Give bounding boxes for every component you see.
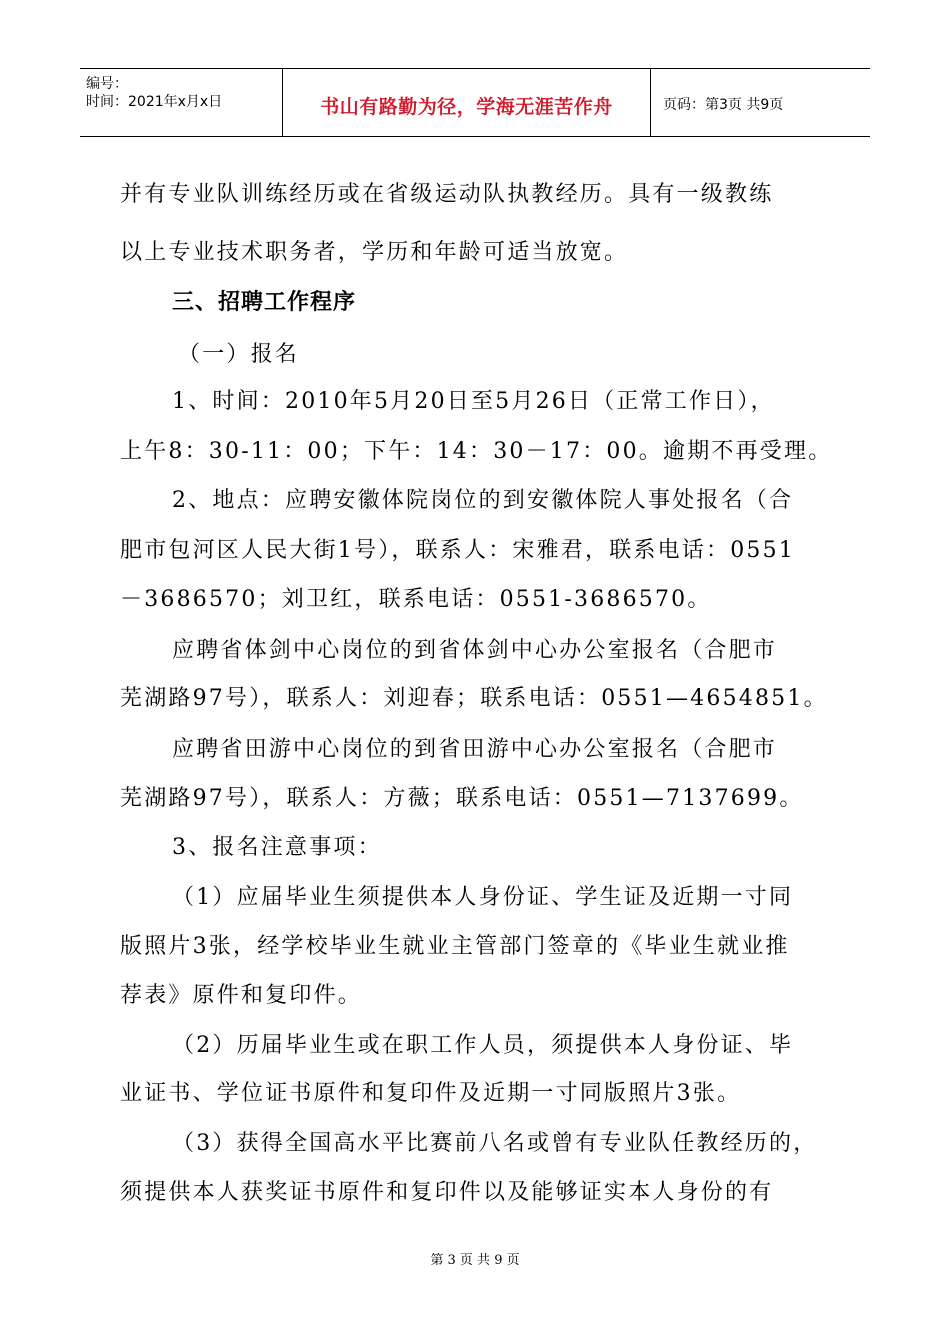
body-line: 版照片3张，经学校毕业生就业主管部门签章的《毕业生就业推	[120, 934, 790, 959]
body-line: 荐表》原件和复印件。	[120, 983, 363, 1008]
section-heading: 三、招聘工作程序	[172, 290, 357, 315]
number-label: 编号：	[86, 76, 128, 92]
page-footer: 第 3 页 共 9 页	[430, 1253, 520, 1268]
body-line: 并有专业队训练经历或在省级运动队执教经历。具有一级教练	[120, 182, 774, 207]
motto-text: 书山有路勤为径，学海无涯苦作舟	[320, 96, 613, 118]
body-line: （3）获得全国高水平比赛前八名或曾有专业队任教经历的，	[172, 1131, 818, 1156]
body-line: 应聘省体剑中心岗位的到省体剑中心办公室报名（合肥市	[172, 638, 778, 663]
body-line: （2）历届毕业生或在职工作人员，须提供本人身份证、毕	[172, 1033, 794, 1058]
header-motto-cell	[283, 69, 651, 136]
body-line: 2、地点：应聘安徽体院岗位的到安徽体院人事处报名（合	[172, 488, 794, 513]
subsection-heading: （一）报名	[178, 342, 300, 367]
body-line: （1）应届毕业生须提供本人身份证、学生证及近期一寸同	[172, 885, 794, 910]
header-info-cell	[80, 69, 283, 136]
body-line: 业证书、学位证书原件和复印件及近期一寸同版照片3张。	[120, 1081, 742, 1106]
body-line: 3、报名注意事项：	[172, 835, 382, 860]
body-line: 以上专业技术职务者，学历和年龄可适当放宽。	[120, 240, 629, 265]
time-label: 时间：2021年x月x日	[86, 94, 223, 110]
header-page-cell	[651, 69, 870, 136]
body-line: 上午8：30-11：00；下午：14：30－17：00。逾期不再受理。	[120, 439, 833, 464]
body-line: 须提供本人获奖证书原件和复印件以及能够证实本人身份的有	[120, 1180, 774, 1205]
body-line: 肥市包河区人民大街1号），联系人：宋雅君，联系电话：0551	[120, 538, 795, 563]
body-line: 应聘省田游中心岗位的到省田游中心办公室报名（合肥市	[172, 737, 778, 762]
page-number-label: 页码：第3页 共9页	[663, 97, 784, 113]
document-header	[80, 68, 870, 137]
body-line: 芜湖路97号），联系人：刘迎春；联系电话：0551—4654851。	[120, 686, 828, 711]
body-line: 芜湖路97号），联系人：方薇；联系电话：0551—7137699。	[120, 786, 804, 811]
body-line: －3686570；刘卫红，联系电话：0551-3686570。	[120, 587, 712, 612]
body-line: 1、时间：2010年5月20日至5月26日（正常工作日），	[172, 389, 775, 414]
